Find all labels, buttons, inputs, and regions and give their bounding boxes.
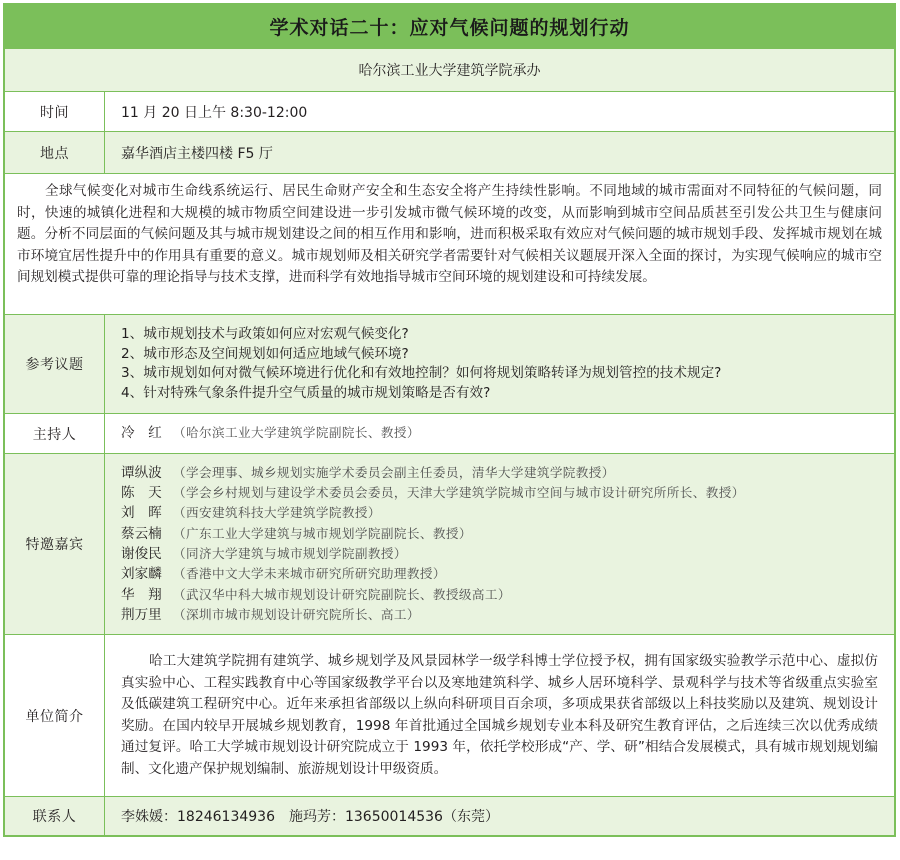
guest-desc: （武汉华中科大城市规划设计研究院副院长、教授级高工） (173, 586, 511, 602)
organizer-text: 哈尔滨工业大学建筑学院承办 (358, 63, 541, 79)
description-text: 全球气候变化对城市生命线系统运行、居民生命财产安全和生态安全将产生持续性影响。不同地域的城市需面对不同特征的气候问题，同时，快速的城镇化进程和大规模的城市物质空间建设进一步引发城市微气候环境的改变，从而影响到城市空间品质甚至引发公共卫生与健康问题。分析不同层面的气候问题及其与城市规划建设之间的相互作用和影响，进而积极采取有效应对气候问题的城市规划手段、发挥城市规划在城市环境宜居性提升中的作用具有重要的意义。城市规划师及相关研究学者需要针对气候相关议题展开深入全面的探讨，为实现气候响应的城市空间规划模式提供可靠的理论指导与技术支撑，进而科学有效地指导城市空间环境的规划建设和可持续发展。 (17, 183, 882, 285)
guest-item (121, 585, 878, 605)
guest-name: 谢俊民 (121, 546, 162, 562)
guest-item (121, 483, 878, 503)
list-item: 3、城市规划如何对微气候环境进行优化和有效地控制？如何将规划策略转译为规划管控的技术规定? (121, 365, 722, 381)
page-title: 学术对话二十：应对气候问题的规划行动 (5, 5, 894, 48)
guest-desc: （西安建筑科技大学建筑学院教授） (173, 505, 381, 521)
guest-name: 谭纵波 (121, 464, 162, 481)
time-label: 时间 (5, 92, 105, 131)
guest-desc: （香港中文大学未来城市研究所研究助理教授） (173, 566, 446, 582)
guests-label: 特邀嘉宾 (5, 454, 105, 634)
guest-name: 刘家麟 (121, 566, 162, 583)
unit-label: 单位简介 (5, 635, 105, 796)
list-item: 4、针对特殊气象条件提升空气质量的城市规划策略是否有效? (121, 384, 491, 401)
guest-desc: （广东工业大学建筑与城市规划学院副院长、教授） (173, 525, 472, 541)
contact-value: 李姝媛：18246134936 施玛芳：13650014536（东莞） (121, 809, 499, 825)
guests-list (105, 454, 894, 634)
location-value: 嘉华酒店主楼四楼 F5 厅 (121, 145, 273, 162)
host-name: 冷 红 (121, 425, 162, 442)
event-info-table (3, 3, 896, 837)
guest-desc: （学会乡村规划与建设学术委员会委员，天津大学建筑学院城市空间与城市设计研究所所长、教授） (173, 485, 745, 501)
guest-item (121, 503, 878, 523)
topics-list (105, 315, 894, 413)
list-item: 2、城市形态及空间规划如何适应地域气候环境? (121, 345, 409, 362)
guest-item (121, 605, 878, 625)
guest-item (121, 544, 878, 564)
guest-name: 陈 天 (121, 485, 162, 502)
host-desc: （哈尔滨工业大学建筑学院副院长、教授） (173, 425, 420, 441)
guest-name: 蔡云楠 (121, 525, 162, 542)
contact-label: 联系人 (5, 797, 105, 835)
topics-label: 参考议题 (5, 315, 105, 413)
guest-item (121, 564, 878, 584)
topics-row (5, 315, 894, 414)
title-row (5, 5, 894, 48)
guest-desc: （学会理事、城乡规划实施学术委员会副主任委员，清华大学建筑学院教授） (173, 464, 615, 480)
location-label: 地点 (5, 132, 105, 173)
guest-desc: （同济大学建筑与城市规划学院副教授） (173, 546, 407, 561)
guest-name: 华 翔 (121, 586, 162, 603)
guest-item (121, 524, 878, 544)
host-label: 主持人 (5, 414, 105, 453)
time-row (5, 92, 894, 132)
guest-name: 荆万里 (121, 606, 162, 623)
unit-intro-text: 哈工大建筑学院拥有建筑学、城乡规划学及风景园林学一级学科博士学位授予权，拥有国家级实验教学示范中心、虚拟仿真实验中心、工程实践教育中心等国家级教学平台以及寒地建筑科学、城乡人居环境科学、景观科学与技术等省级重点实验室及低碳建筑工程研究中心。近年来承担省部级以上纵向科研项目百余项，多项成果获省部级以上科技奖励以及建筑、规划设计奖励。在国内较早开展城乡规划教育，1998 年首批通过全国城乡规划专业本科及研究生教育评估，之后连续三次以优秀成绩通过复评。哈工大学城市规划设计研究院成立于 1993 年，依托学校形成“产、学、研”相结合发展模式，具有城市规划规划编制、文化遗产保护规划编制、旅游规划设计甲级资质。 (121, 653, 878, 777)
guest-item (121, 463, 878, 483)
time-value: 11 月 20 日上午 8:30-12:00 (121, 104, 308, 121)
guest-desc: （深圳市城市规划设计研究院所长、高工） (173, 606, 420, 622)
guests-row (5, 454, 894, 635)
host-row (5, 414, 894, 454)
contact-row (5, 797, 894, 835)
location-row (5, 132, 894, 174)
organizer-row (5, 48, 894, 92)
description-row (5, 174, 894, 315)
unit-row (5, 635, 894, 797)
guest-name: 刘 晖 (121, 505, 162, 522)
list-item: 1、城市规划技术与政策如何应对宏观气候变化? (121, 326, 409, 342)
